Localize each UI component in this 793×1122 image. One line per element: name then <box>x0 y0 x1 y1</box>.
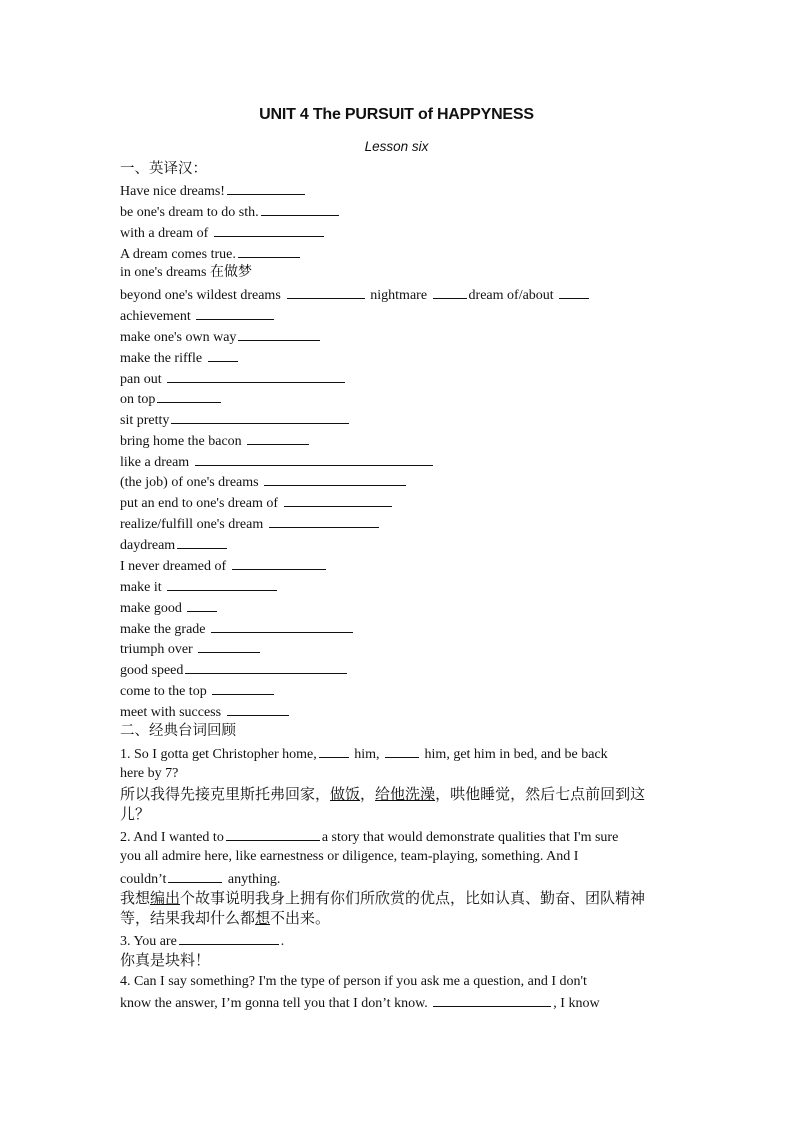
list-item: make good <box>120 597 680 617</box>
answer-blank[interactable] <box>214 222 324 237</box>
list-item: pan out <box>120 368 680 388</box>
answer-blank[interactable] <box>211 618 353 633</box>
answer-blank[interactable] <box>195 451 433 466</box>
list-item: bring home the bacon <box>120 430 680 450</box>
answer-blank[interactable] <box>167 576 277 591</box>
answer-blank[interactable] <box>238 326 320 341</box>
answer-blank[interactable] <box>232 555 326 570</box>
answer-blank[interactable] <box>212 680 274 695</box>
answer-blank[interactable] <box>247 430 309 445</box>
list-item: achievement <box>120 305 680 325</box>
quote-2-en: 2. And I wanted to a story that would demonstrate qualities that I'm sure <box>120 826 680 846</box>
list-item: triumph over <box>120 638 680 658</box>
list-item: like a dream <box>120 451 680 471</box>
list-item: I never dreamed of <box>120 555 680 575</box>
quote-2-zh: 我想编出个故事说明我身上拥有你们所欣赏的优点，比如认真、勤奋、团队精神 <box>120 889 646 907</box>
answer-blank[interactable] <box>157 388 221 403</box>
answer-blank[interactable] <box>196 305 274 320</box>
list-item: beyond one's wildest dreams nightmare dream of/about <box>120 284 680 304</box>
answer-blank[interactable] <box>261 201 339 216</box>
answer-blank[interactable] <box>227 701 289 716</box>
quote-3-en: 3. You are . <box>120 930 680 950</box>
list-item: make the grade <box>120 618 680 638</box>
list-item: with a dream of <box>120 222 680 242</box>
list-item: be one's dream to do sth. <box>120 201 680 221</box>
answer-blank[interactable] <box>385 743 419 758</box>
list-item: in one's dreams 在做梦 <box>120 265 253 280</box>
list-item: (the job) of one's dreams <box>120 471 680 491</box>
quote-2-en-cont2: couldn’t anything. <box>120 868 680 888</box>
quote-2-en-cont: you all admire here, like earnestness or diligence, team-playing, something. And I <box>120 849 579 864</box>
answer-blank[interactable] <box>433 992 551 1007</box>
answer-blank[interactable] <box>287 284 365 299</box>
answer-blank[interactable] <box>187 597 217 612</box>
quote-2-zh-cont: 等，结果我却什么都想不出来。 <box>120 909 331 927</box>
answer-blank[interactable] <box>319 743 349 758</box>
list-item: make it <box>120 576 680 596</box>
answer-blank[interactable] <box>433 284 467 299</box>
section2-heading: 二、经典台词回顾 <box>120 723 236 739</box>
list-item: make one's own way <box>120 326 680 346</box>
list-item: make the riffle <box>120 347 680 367</box>
answer-blank[interactable] <box>167 368 345 383</box>
document-subtitle: Lesson six <box>364 139 429 154</box>
answer-blank[interactable] <box>179 930 279 945</box>
list-item: meet with success <box>120 701 680 721</box>
answer-blank[interactable] <box>226 826 320 841</box>
answer-blank[interactable] <box>168 868 222 883</box>
answer-blank[interactable] <box>284 492 392 507</box>
list-item: sit pretty <box>120 409 680 429</box>
quote-1-zh-cont: 儿？ <box>120 805 151 823</box>
quote-4-en: 4. Can I say something? I'm the type of person if you ask me a question, and I don't <box>120 974 587 989</box>
list-item: daydream <box>120 534 680 554</box>
answer-blank[interactable] <box>198 638 260 653</box>
quote-3-zh: 你真是块料！ <box>120 951 211 969</box>
list-item: come to the top <box>120 680 680 700</box>
section1-heading: 一、英译汉： <box>120 161 207 177</box>
list-item: realize/fulfill one's dream <box>120 513 680 533</box>
quote-4-en-cont: know the answer, I’m gonna tell you that I don’t know. , I know <box>120 992 680 1012</box>
list-item: good speed <box>120 659 680 679</box>
quote-1-en: 1. So I gotta get Christopher home, him, him, get him in bed, and be back <box>120 743 680 763</box>
answer-blank[interactable] <box>559 284 589 299</box>
answer-blank[interactable] <box>269 513 379 528</box>
quote-1-en-cont: here by 7? <box>120 766 179 781</box>
answer-blank[interactable] <box>171 409 349 424</box>
answer-blank[interactable] <box>208 347 238 362</box>
answer-blank[interactable] <box>227 180 305 195</box>
document-title: UNIT 4 The PURSUIT of HAPPYNESS <box>259 106 534 123</box>
list-item: put an end to one's dream of <box>120 492 680 512</box>
answer-blank[interactable] <box>238 243 300 258</box>
list-item: Have nice dreams! <box>120 180 680 200</box>
quote-1-zh: 所以我得先接克里斯托弗回家，做饭，给他洗澡，哄他睡觉，然后七点前回到这 <box>120 785 646 803</box>
answer-blank[interactable] <box>264 471 406 486</box>
list-item: on top <box>120 388 680 408</box>
answer-blank[interactable] <box>185 659 347 674</box>
list-item: A dream comes true. <box>120 243 680 263</box>
answer-blank[interactable] <box>177 534 227 549</box>
